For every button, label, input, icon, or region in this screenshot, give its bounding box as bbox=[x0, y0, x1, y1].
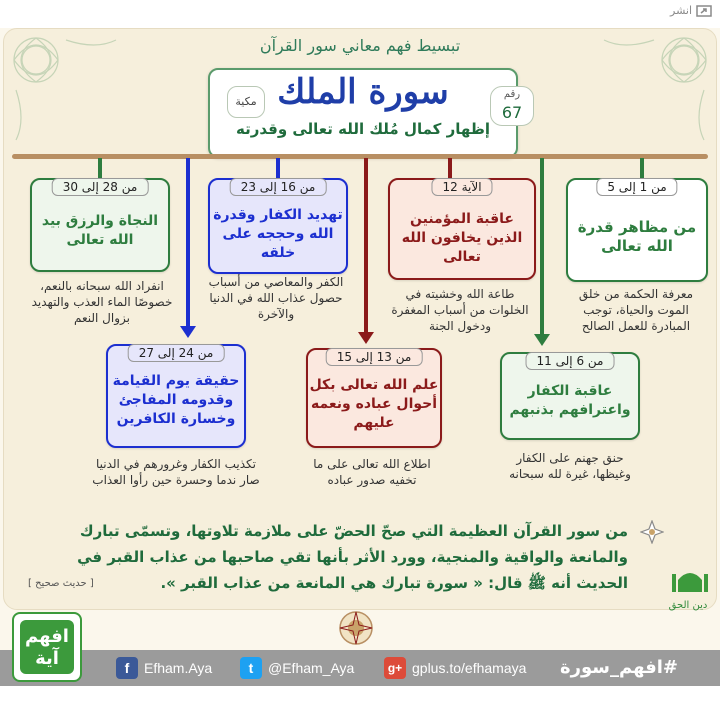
facebook-handle: Efham.Aya bbox=[144, 660, 213, 676]
section-title: عاقبة المؤمنين الذين يخافون الله تعالى bbox=[401, 211, 523, 265]
connector-line bbox=[98, 158, 102, 178]
corner-ornament-icon bbox=[6, 30, 126, 150]
verse-range: من 6 إلى 11 bbox=[526, 352, 615, 370]
sura-number-label: رقم bbox=[503, 89, 521, 100]
section-box-1 bbox=[566, 178, 708, 282]
section-explanation: حنق جهنم على الكفار وغيظها، غيرة لله سبحانه bbox=[509, 451, 631, 481]
sura-number: 67 bbox=[501, 103, 523, 122]
section-title: عاقبة الكفار واعترافهم بذنبهم bbox=[509, 383, 631, 418]
verse-range: من 13 إلى 15 bbox=[326, 348, 423, 366]
section-box-3 bbox=[208, 178, 348, 274]
twitter-handle: @Efham_Aya bbox=[268, 660, 355, 676]
arrow-down-icon bbox=[534, 334, 550, 348]
sura-type-badge: مكية bbox=[227, 86, 265, 118]
hadith-text: من سور القرآن العظيمة التي صحّ الحضّ على ملازمة تلاوتها، وتسمّى تبارك والمانعة والواقية والمنجية، وورد الأثر بأنها تقي صاحبها من عذاب القبر في الحديث أنه ﷺ قال: « سورة تبارك هي المانعة من عذاب القبر ». bbox=[77, 522, 628, 592]
page-subtitle: تبسيط فهم معاني سور القرآن bbox=[259, 36, 461, 55]
top-strip bbox=[0, 0, 720, 28]
verse-range: الآية 12 bbox=[431, 178, 492, 196]
connector-line bbox=[364, 158, 368, 338]
arrow-down-icon bbox=[180, 326, 196, 340]
twitter-link[interactable] bbox=[240, 654, 354, 682]
section-explanation: اطلاع الله تعالى على ما تخفيه صدور عباده bbox=[313, 457, 431, 487]
sura-title: سورة الملك bbox=[277, 72, 449, 112]
connector-line bbox=[276, 158, 280, 178]
section-title: من مظاهر قدرة الله تعالى bbox=[577, 218, 697, 255]
hashtag: #افهم_سورة bbox=[560, 657, 679, 678]
section-explanation: الكفر والمعاصي من أسباب حصول عذاب الله في الدنيا والآخرة bbox=[208, 275, 344, 321]
star-ornament-icon bbox=[640, 520, 664, 544]
facebook-link[interactable] bbox=[116, 654, 212, 682]
section-box-6 bbox=[306, 348, 442, 448]
efham-aya-logo bbox=[12, 612, 82, 682]
facebook-icon: f bbox=[116, 657, 138, 679]
bottom-margin bbox=[0, 686, 720, 720]
connector-line bbox=[186, 158, 190, 330]
sura-number-badge bbox=[490, 86, 534, 126]
verse-range: من 24 إلى 27 bbox=[128, 344, 225, 362]
section-explanation: طاعة الله وخشيته في الخلوات من أسباب المغفرة ودخول الجنة bbox=[391, 287, 529, 333]
section-title: حقيقة يوم القيامة وقدومه المفاجئ وخسارة الكافرين bbox=[112, 373, 240, 427]
verse-range: من 1 إلى 5 bbox=[596, 178, 677, 196]
tree-trunk-line bbox=[12, 154, 708, 159]
logo-text: افهم آية bbox=[25, 626, 69, 669]
section-box-7 bbox=[106, 344, 246, 448]
hadith-grade: [ حديث صحيح ] bbox=[28, 578, 94, 589]
share-icon bbox=[696, 5, 712, 17]
section-explanation: معرفة الحكمة من خلق الموت والحياة، توجب المبادرة للعمل الصالح bbox=[578, 287, 694, 333]
twitter-icon: t bbox=[240, 657, 262, 679]
section-explanation: تكذيب الكفار وغرورهم في الدنيا صار ندما وحسرة حين رأوا العذاب bbox=[92, 457, 260, 487]
sura-description: إظهار كمال مُلك الله تعالى وقدرته bbox=[235, 120, 491, 138]
section-title: النجاة والرزق بيد الله تعالى bbox=[41, 213, 159, 248]
gplus-link[interactable] bbox=[384, 654, 526, 682]
gplus-url: gplus.to/efhamaya bbox=[412, 660, 527, 676]
connector-line bbox=[640, 158, 644, 178]
brand-deen: دين الحق bbox=[668, 600, 708, 611]
connector-line bbox=[540, 158, 544, 342]
section-box-5 bbox=[500, 352, 640, 440]
section-title: علم الله تعالى بكل أحوال عباده ونعمه عليهم bbox=[309, 377, 439, 431]
share-label: انشر bbox=[670, 4, 692, 17]
arrow-down-icon bbox=[358, 332, 374, 346]
verse-range: من 16 إلى 23 bbox=[230, 178, 327, 196]
section-explanation: انفراد الله سبحانه بالنعم، خصوصًا الماء العذب والتهديد بزوال النعم bbox=[31, 279, 173, 325]
section-box-4 bbox=[30, 178, 170, 272]
mosque-icon bbox=[670, 566, 710, 594]
verse-range: من 28 إلى 30 bbox=[52, 178, 149, 196]
connector-line bbox=[448, 158, 452, 178]
share-button[interactable] bbox=[670, 4, 712, 17]
section-title: تهديد الكفار وقدرة الله وحججه على خلقه bbox=[213, 207, 343, 261]
section-box-2 bbox=[388, 178, 536, 280]
corner-ornament-icon bbox=[594, 30, 714, 150]
rosette-icon bbox=[336, 608, 376, 648]
gplus-icon: g+ bbox=[384, 657, 406, 679]
